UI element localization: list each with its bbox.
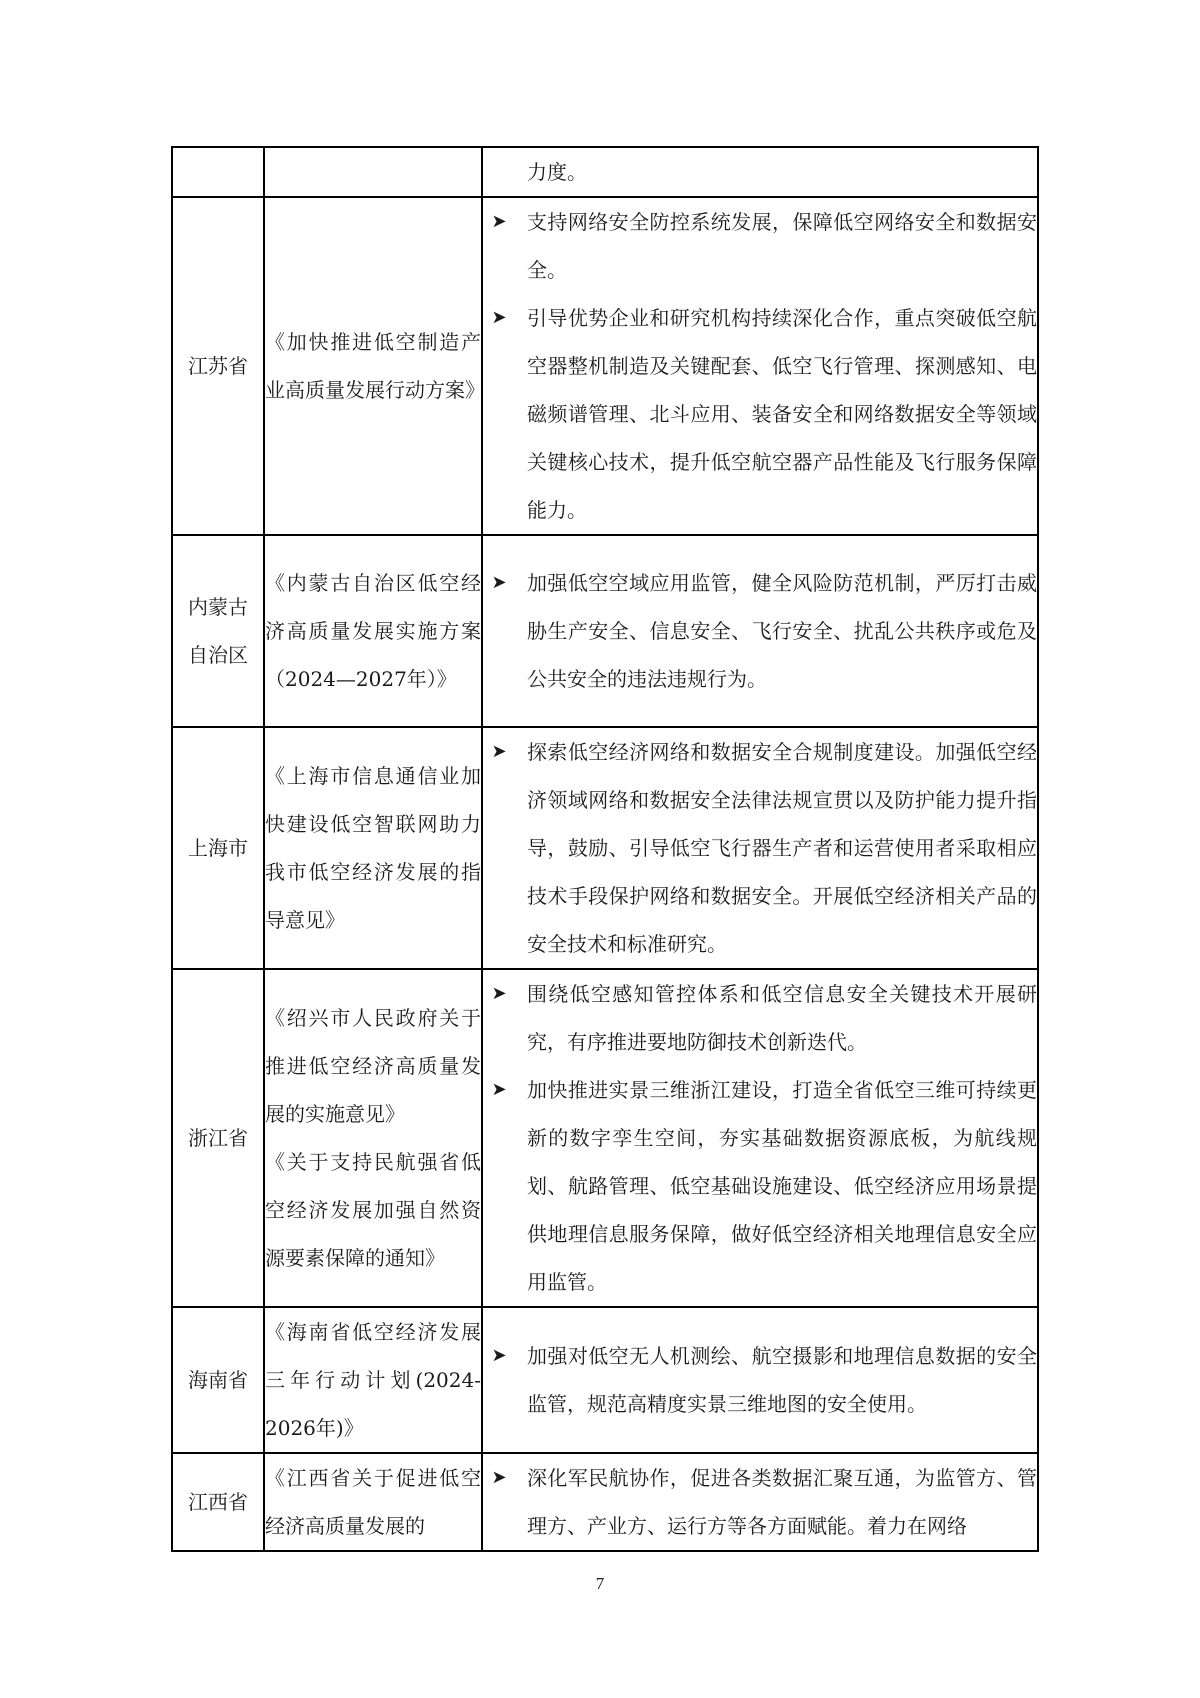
table-row [172, 969, 1038, 1307]
measures-cell [482, 535, 1038, 727]
arrow-bullet-icon: ➤ [491, 741, 507, 762]
document-cell: 《内蒙古自治区低空经济高质量发展实施方案（2024—2027年）》 [264, 535, 482, 727]
document-cell: 《上海市信息通信业加快建设低空智联网助力我市低空经济发展的指导意见》 [264, 727, 482, 969]
table-row [172, 727, 1038, 969]
arrow-bullet-icon: ➤ [491, 983, 507, 1004]
document-cell [264, 147, 482, 197]
table-row [172, 1453, 1038, 1551]
document-cell: 《江西省关于促进低空经济高质量发展的 [264, 1453, 482, 1551]
measures-cell [482, 969, 1038, 1307]
document-cell: 《加快推进低空制造产业高质量发展行动方案》 [264, 197, 482, 535]
measure-item: ➤ 加快推进实景三维浙江建设，打造全省低空三维可持续更新的数字孪生空间，夯实基础数据资源底板，为航线规划、航路管理、低空基础设施建设、低空经济应用场景提供地理信息服务保障，做好低空经济相关地理信息安全应用监管。 [483, 1066, 1037, 1306]
measure-item: ➤ 加强低空空域应用监管，健全风险防范机制，严厉打击威胁生产安全、信息安全、飞行安全、扰乱公共秩序或危及公共安全的违法违规行为。 [483, 559, 1037, 703]
region-cell: 内蒙古自治区 [172, 535, 264, 727]
continued-text: 力度。 [527, 160, 587, 184]
arrow-bullet-icon: ➤ [491, 1079, 507, 1100]
measures-cell [482, 147, 1038, 197]
policy-table [171, 146, 1039, 1552]
table-row [172, 147, 1038, 197]
region-cell: 上海市 [172, 727, 264, 969]
arrow-bullet-icon: ➤ [491, 1345, 507, 1366]
arrow-bullet-icon: ➤ [491, 1467, 507, 1488]
measure-item: ➤ 支持网络安全防控系统发展，保障低空网络安全和数据安全。 [483, 198, 1037, 294]
arrow-bullet-icon: ➤ [491, 572, 507, 593]
table-row [172, 1307, 1038, 1453]
measure-item: ➤ 加强对低空无人机测绘、航空摄影和地理信息数据的安全监管，规范高精度实景三维地图的安全使用。 [483, 1332, 1037, 1428]
region-cell: 江苏省 [172, 197, 264, 535]
measure-item: ➤ 围绕低空感知管控体系和低空信息安全关键技术开展研究，有序推进要地防御技术创新迭代。 [483, 970, 1037, 1066]
document-cell: 《海南省低空经济发展三年行动计划(2024-2026年)》 [264, 1307, 482, 1453]
measures-cell [482, 727, 1038, 969]
measures-cell [482, 1453, 1038, 1551]
measures-cell [482, 197, 1038, 535]
page-number: 7 [595, 1574, 605, 1593]
arrow-bullet-icon: ➤ [491, 211, 507, 232]
measure-item: ➤ 引导优势企业和研究机构持续深化合作，重点突破低空航空器整机制造及关键配套、低空飞行管理、探测感知、电磁频谱管理、北斗应用、装备安全和网络数据安全等领域关键核心技术，提升低空航空器产品性能及飞行服务保障能力。 [483, 294, 1037, 534]
arrow-bullet-icon: ➤ [491, 307, 507, 328]
region-cell [172, 147, 264, 197]
measure-item: ➤ 深化军民航协作，促进各类数据汇聚互通，为监管方、管理方、产业方、运行方等各方面赋能。着力在网络 [483, 1454, 1037, 1550]
region-cell: 海南省 [172, 1307, 264, 1453]
region-cell: 江西省 [172, 1453, 264, 1551]
measure-item: ➤ 探索低空经济网络和数据安全合规制度建设。加强低空经济领域网络和数据安全法律法规宣贯以及防护能力提升指导，鼓励、引导低空飞行器生产者和运营使用者采取相应技术手段保护网络和数据安全。开展低空经济相关产品的安全技术和标准研究。 [483, 728, 1037, 968]
table-row [172, 535, 1038, 727]
measures-cell [482, 1307, 1038, 1453]
table-row [172, 197, 1038, 535]
region-cell: 浙江省 [172, 969, 264, 1307]
document-cell: 《绍兴市人民政府关于推进低空经济高质量发展的实施意见》 《关于支持民航强省低空经济发展加强自然资源要素保障的通知》 [264, 969, 482, 1307]
